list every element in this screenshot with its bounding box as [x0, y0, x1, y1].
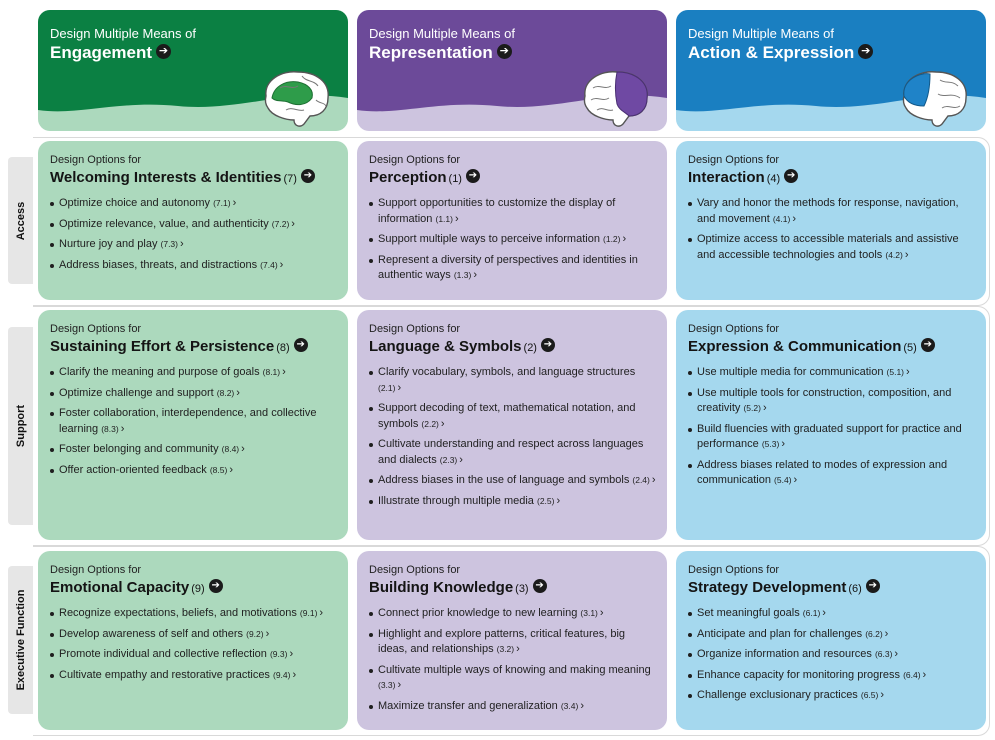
design-options-label: Design Options for: [369, 154, 461, 166]
arrow-right-icon[interactable]: ➔: [209, 579, 223, 593]
brain-icon: [894, 66, 974, 130]
guideline-item[interactable]: [369, 437, 657, 468]
header-title[interactable]: Engagement ➔: [50, 43, 171, 63]
design-options-label: Design Options for: [50, 323, 142, 335]
card-title[interactable]: [369, 169, 657, 186]
design-options-label: Design Options for: [688, 564, 780, 576]
guideline-item[interactable]: [50, 237, 338, 253]
chevron-right-icon[interactable]: ›: [397, 679, 402, 691]
guideline-code: (3.3): [378, 680, 396, 690]
guideline-item[interactable]: [369, 494, 657, 510]
guideline-code: (8.2): [216, 387, 235, 398]
chevron-right-icon[interactable]: ›: [622, 233, 627, 245]
chevron-right-icon[interactable]: ›: [904, 248, 909, 261]
chevron-right-icon[interactable]: ›: [906, 366, 910, 378]
guideline-code: (5.4): [774, 475, 792, 485]
card-title[interactable]: [369, 338, 657, 355]
chevron-right-icon[interactable]: ›: [459, 453, 463, 466]
guideline-item[interactable]: [688, 627, 976, 643]
guideline-list: [369, 365, 657, 509]
guideline-item[interactable]: [369, 699, 657, 715]
guideline-item[interactable]: [688, 365, 976, 381]
chevron-right-icon[interactable]: ›: [229, 463, 233, 476]
guideline-list: [688, 365, 976, 489]
chevron-right-icon[interactable]: ›: [454, 212, 459, 225]
guideline-item[interactable]: [50, 365, 338, 381]
card-title-text[interactable]: Interaction: [688, 169, 765, 186]
guideline-text[interactable]: Organize information and resources: [697, 648, 872, 660]
guideline-item[interactable]: [688, 232, 976, 263]
guideline-code: (5.2): [743, 403, 761, 413]
guideline-text[interactable]: Offer action-oriented feedback: [59, 463, 207, 476]
guideline-code: (6.1): [802, 608, 821, 618]
guideline-code: (7.2): [271, 218, 290, 229]
guideline-text[interactable]: Support multiple ways to perceive information: [378, 233, 600, 245]
guideline-text[interactable]: Maximize transfer and generalization: [378, 699, 558, 712]
chevron-right-icon[interactable]: ›: [265, 627, 270, 640]
card-title-text[interactable]: Building Knowledge: [369, 579, 514, 596]
guideline-item[interactable]: [50, 668, 338, 684]
guideline-item[interactable]: [50, 627, 338, 643]
guideline-text[interactable]: Enhance capacity for monitoring progress: [697, 668, 900, 681]
header-title[interactable]: Action & Expression ➔: [688, 43, 873, 63]
row-label-executive-function: Executive Function: [8, 566, 33, 714]
guideline-code: (6.5): [860, 690, 879, 700]
chevron-right-icon[interactable]: ›: [292, 668, 297, 681]
chevron-right-icon[interactable]: ›: [880, 689, 885, 701]
card-language-symbols: [357, 310, 667, 540]
guideline-text[interactable]: Optimize choice and autonomy: [59, 197, 211, 209]
guideline-text[interactable]: Build fluencies with graduated support for practice and performance: [697, 422, 962, 450]
guideline-code: (3.2): [496, 644, 515, 654]
guideline-code: (8.3): [101, 423, 119, 434]
guideline-text[interactable]: Address biases, threats, and distractions: [59, 258, 258, 271]
guideline-item[interactable]: [369, 606, 657, 622]
arrow-right-icon[interactable]: ➔: [466, 169, 480, 183]
chevron-right-icon[interactable]: ›: [120, 422, 125, 435]
guideline-text[interactable]: Cultivate understanding and respect across languages and dialects: [378, 438, 644, 466]
chevron-right-icon[interactable]: ›: [440, 417, 445, 430]
card-title[interactable]: [688, 169, 976, 186]
guideline-item[interactable]: [50, 196, 338, 212]
chevron-right-icon[interactable]: ›: [232, 197, 237, 209]
card-interaction: [676, 141, 986, 300]
guideline-list: [369, 606, 657, 714]
card-count: (9): [191, 583, 205, 595]
guideline-text[interactable]: Optimize access to accessible materials and assistive and accessible technologies and tools: [697, 233, 959, 261]
guideline-code: (6.2): [865, 628, 883, 639]
arrow-right-icon[interactable]: ➔: [497, 44, 512, 59]
guideline-item[interactable]: [688, 196, 976, 227]
guideline-item[interactable]: [50, 463, 338, 479]
design-options-label: Design Options for: [50, 154, 142, 166]
guideline-text[interactable]: Promote individual and collective reflection: [59, 648, 267, 660]
guideline-list: [50, 606, 338, 683]
guideline-code: (7.4): [260, 259, 278, 270]
chevron-right-icon[interactable]: ›: [319, 607, 324, 619]
guideline-list: [688, 196, 976, 263]
card-title-text[interactable]: Language & Symbols: [369, 338, 522, 355]
guideline-code: (5.1): [886, 367, 905, 377]
arrow-right-icon[interactable]: ➔: [921, 338, 935, 352]
header-subtitle: Design Multiple Means of: [50, 26, 196, 41]
guideline-item[interactable]: [688, 422, 976, 453]
arrow-right-icon[interactable]: ➔: [294, 338, 308, 352]
card-count: (1): [448, 173, 462, 185]
guideline-text[interactable]: Optimize challenge and support: [59, 386, 214, 399]
chevron-right-icon[interactable]: ›: [279, 258, 284, 271]
guideline-item[interactable]: [369, 232, 657, 248]
card-title[interactable]: [50, 169, 338, 186]
guideline-code: (2.3): [439, 454, 458, 465]
guideline-text[interactable]: Highlight and explore patterns, critical features, big ideas, and relationships: [378, 627, 626, 655]
guideline-text[interactable]: Illustrate through multiple media: [378, 494, 534, 507]
guideline-code: (2.4): [632, 475, 650, 485]
guideline-code: (2.1): [378, 382, 396, 393]
guideline-item[interactable]: [369, 253, 657, 284]
guideline-list: [369, 196, 657, 284]
guideline-item[interactable]: [369, 365, 657, 396]
guideline-code: (9.3): [269, 649, 288, 659]
chevron-right-icon[interactable]: ›: [556, 494, 561, 507]
row-label-access: Access: [8, 157, 33, 284]
arrow-right-icon[interactable]: ➔: [533, 579, 547, 593]
guideline-code: (7.1): [213, 198, 231, 208]
chevron-right-icon[interactable]: ›: [289, 648, 294, 660]
guideline-code: (3.4): [560, 700, 579, 711]
card-title[interactable]: [50, 338, 338, 355]
chevron-right-icon[interactable]: ›: [762, 402, 767, 414]
guideline-text[interactable]: Connect prior knowledge to new learning: [378, 607, 578, 619]
chevron-right-icon[interactable]: ›: [473, 269, 477, 281]
card-welcoming-interests: [38, 141, 348, 300]
guideline-list: [688, 606, 976, 704]
guideline-text[interactable]: Support decoding of text, mathematical notation, and symbols: [378, 402, 636, 430]
card-count: (7): [283, 173, 297, 185]
arrow-right-icon[interactable]: ➔: [156, 44, 171, 59]
guideline-item[interactable]: [50, 647, 338, 663]
card-building-knowledge: [357, 551, 667, 730]
guideline-code: (8.1): [262, 367, 281, 377]
card-title-text[interactable]: Sustaining Effort & Persistence: [50, 338, 275, 355]
chevron-right-icon[interactable]: ›: [397, 381, 402, 394]
guideline-text[interactable]: Cultivate empathy and restorative practices: [59, 668, 270, 681]
guideline-item[interactable]: [688, 688, 976, 704]
guideline-code: (4.2): [885, 249, 903, 260]
arrow-right-icon[interactable]: ➔: [301, 169, 315, 183]
chevron-right-icon[interactable]: ›: [580, 699, 584, 712]
guideline-text[interactable]: Nurture joy and play: [59, 238, 158, 250]
chevron-right-icon[interactable]: ›: [822, 607, 826, 619]
guideline-text[interactable]: Challenge exclusionary practices: [697, 689, 858, 701]
card-title[interactable]: [50, 579, 338, 596]
chevron-right-icon[interactable]: ›: [792, 212, 796, 225]
guideline-code: (7.3): [160, 239, 178, 249]
card-title-text[interactable]: Perception: [369, 169, 447, 186]
header-engagement[interactable]: [38, 10, 348, 131]
guideline-item[interactable]: [688, 647, 976, 663]
card-count: (3): [515, 583, 529, 595]
header-representation[interactable]: [357, 10, 667, 131]
card-strategy-development: [676, 551, 986, 730]
guideline-code: (8.4): [221, 444, 240, 454]
guideline-text[interactable]: Address biases related to modes of expression and communication: [697, 458, 948, 486]
brain-icon: [256, 66, 336, 130]
guideline-text[interactable]: Use multiple media for communication: [697, 366, 884, 378]
guideline-text[interactable]: Vary and honor the methods for response, navigation, and movement: [697, 197, 959, 225]
guideline-text[interactable]: Cultivate multiple ways of knowing and making meaning: [378, 663, 651, 676]
guideline-code: (9.1): [299, 608, 318, 618]
arrow-right-icon[interactable]: ➔: [866, 579, 880, 593]
row-label-support: Support: [8, 327, 33, 525]
card-sustaining-effort: [38, 310, 348, 540]
guideline-item[interactable]: [50, 442, 338, 458]
card-title[interactable]: [688, 338, 976, 355]
guideline-code: (9.4): [273, 669, 291, 680]
design-options-label: Design Options for: [688, 154, 780, 166]
guideline-item[interactable]: [369, 627, 657, 658]
guideline-code: (6.3): [874, 649, 893, 659]
header-subtitle: Design Multiple Means of: [688, 26, 834, 41]
chevron-right-icon[interactable]: ›: [922, 668, 927, 681]
arrow-right-icon[interactable]: ➔: [541, 338, 555, 352]
guideline-code: (8.5): [209, 464, 228, 475]
guideline-item[interactable]: [50, 386, 338, 402]
card-title[interactable]: [369, 579, 657, 596]
chevron-right-icon[interactable]: ›: [894, 648, 899, 660]
chevron-right-icon[interactable]: ›: [599, 607, 604, 619]
guideline-code: (1.3): [453, 270, 472, 280]
card-title-text[interactable]: Emotional Capacity: [50, 579, 190, 596]
header-action-expression[interactable]: [676, 10, 986, 131]
guideline-code: (5.3): [761, 439, 780, 449]
guideline-item[interactable]: [369, 196, 657, 227]
guideline-text[interactable]: Anticipate and plan for challenges: [697, 627, 863, 640]
chevron-right-icon[interactable]: ›: [282, 366, 286, 378]
design-options-label: Design Options for: [369, 564, 461, 576]
guideline-item[interactable]: [369, 473, 657, 489]
guideline-text[interactable]: Recognize expectations, beliefs, and motivations: [59, 607, 297, 619]
chevron-right-icon[interactable]: ›: [241, 443, 245, 455]
design-options-label: Design Options for: [688, 323, 780, 335]
design-options-label: Design Options for: [50, 564, 142, 576]
guideline-item[interactable]: [688, 386, 976, 417]
guideline-item[interactable]: [50, 606, 338, 622]
guideline-text[interactable]: Foster collaboration, interdependence, and collective learning: [59, 407, 317, 435]
card-title[interactable]: [688, 579, 976, 596]
guideline-code: (9.2): [246, 628, 264, 639]
chevron-right-icon[interactable]: ›: [793, 474, 798, 486]
chevron-right-icon[interactable]: ›: [291, 217, 295, 230]
guideline-code: (4.1): [772, 213, 791, 224]
guideline-item[interactable]: [369, 663, 657, 694]
card-count: (8): [276, 342, 290, 354]
chevron-right-icon[interactable]: ›: [884, 627, 889, 640]
arrow-right-icon[interactable]: ➔: [784, 169, 798, 183]
card-title-text[interactable]: Expression & Communication: [688, 338, 902, 355]
header-title[interactable]: Representation ➔: [369, 43, 512, 63]
guideline-item[interactable]: [50, 406, 338, 437]
design-options-label: Design Options for: [369, 323, 461, 335]
guideline-text[interactable]: Address biases in the use of language and symbols: [378, 474, 630, 486]
guideline-item[interactable]: [688, 606, 976, 622]
guideline-text[interactable]: Optimize relevance, value, and authenticity: [59, 217, 269, 230]
guideline-item[interactable]: [688, 668, 976, 684]
card-expression-communication: [676, 310, 986, 540]
chevron-right-icon[interactable]: ›: [180, 238, 184, 250]
guideline-code: (2.5): [536, 495, 555, 506]
guideline-item[interactable]: [50, 258, 338, 274]
card-perception: [357, 141, 667, 300]
guideline-text[interactable]: Foster belonging and community: [59, 443, 219, 455]
card-count: (6): [848, 583, 862, 595]
chevron-right-icon[interactable]: ›: [781, 438, 785, 450]
card-count: (2): [523, 342, 537, 354]
guideline-text[interactable]: Clarify the meaning and purpose of goals: [59, 366, 260, 378]
guideline-text[interactable]: Use multiple tools for construction, composition, and creativity: [697, 386, 952, 414]
guideline-text[interactable]: Develop awareness of self and others: [59, 627, 244, 640]
guideline-code: (2.2): [421, 418, 439, 429]
guideline-text[interactable]: Represent a diversity of perspectives and identities in authentic ways: [378, 253, 638, 281]
arrow-right-icon[interactable]: ➔: [858, 44, 873, 59]
card-emotional-capacity: [38, 551, 348, 730]
guideline-text[interactable]: Set meaningful goals: [697, 607, 800, 619]
guideline-text[interactable]: Support opportunities to customize the display of information: [378, 197, 616, 225]
card-count: (5): [903, 342, 917, 354]
guideline-item[interactable]: [50, 217, 338, 233]
header-subtitle: Design Multiple Means of: [369, 26, 515, 41]
guideline-code: (3.1): [580, 608, 598, 618]
card-title-text[interactable]: Welcoming Interests & Identities: [50, 169, 282, 186]
brain-icon: [575, 66, 655, 130]
guideline-item[interactable]: [369, 401, 657, 432]
card-title-text[interactable]: Strategy Development: [688, 579, 847, 596]
chevron-right-icon[interactable]: ›: [651, 474, 656, 486]
guideline-list: [50, 196, 338, 273]
chevron-right-icon[interactable]: ›: [516, 643, 520, 655]
guideline-list: [50, 365, 338, 478]
card-count: (4): [766, 173, 781, 185]
guideline-item[interactable]: [688, 458, 976, 489]
guideline-code: (1.2): [603, 234, 621, 244]
guideline-code: (6.4): [903, 669, 921, 680]
guideline-text[interactable]: Clarify vocabulary, symbols, and language structures: [378, 366, 636, 378]
chevron-right-icon[interactable]: ›: [236, 386, 240, 399]
guideline-code: (1.1): [435, 213, 453, 224]
